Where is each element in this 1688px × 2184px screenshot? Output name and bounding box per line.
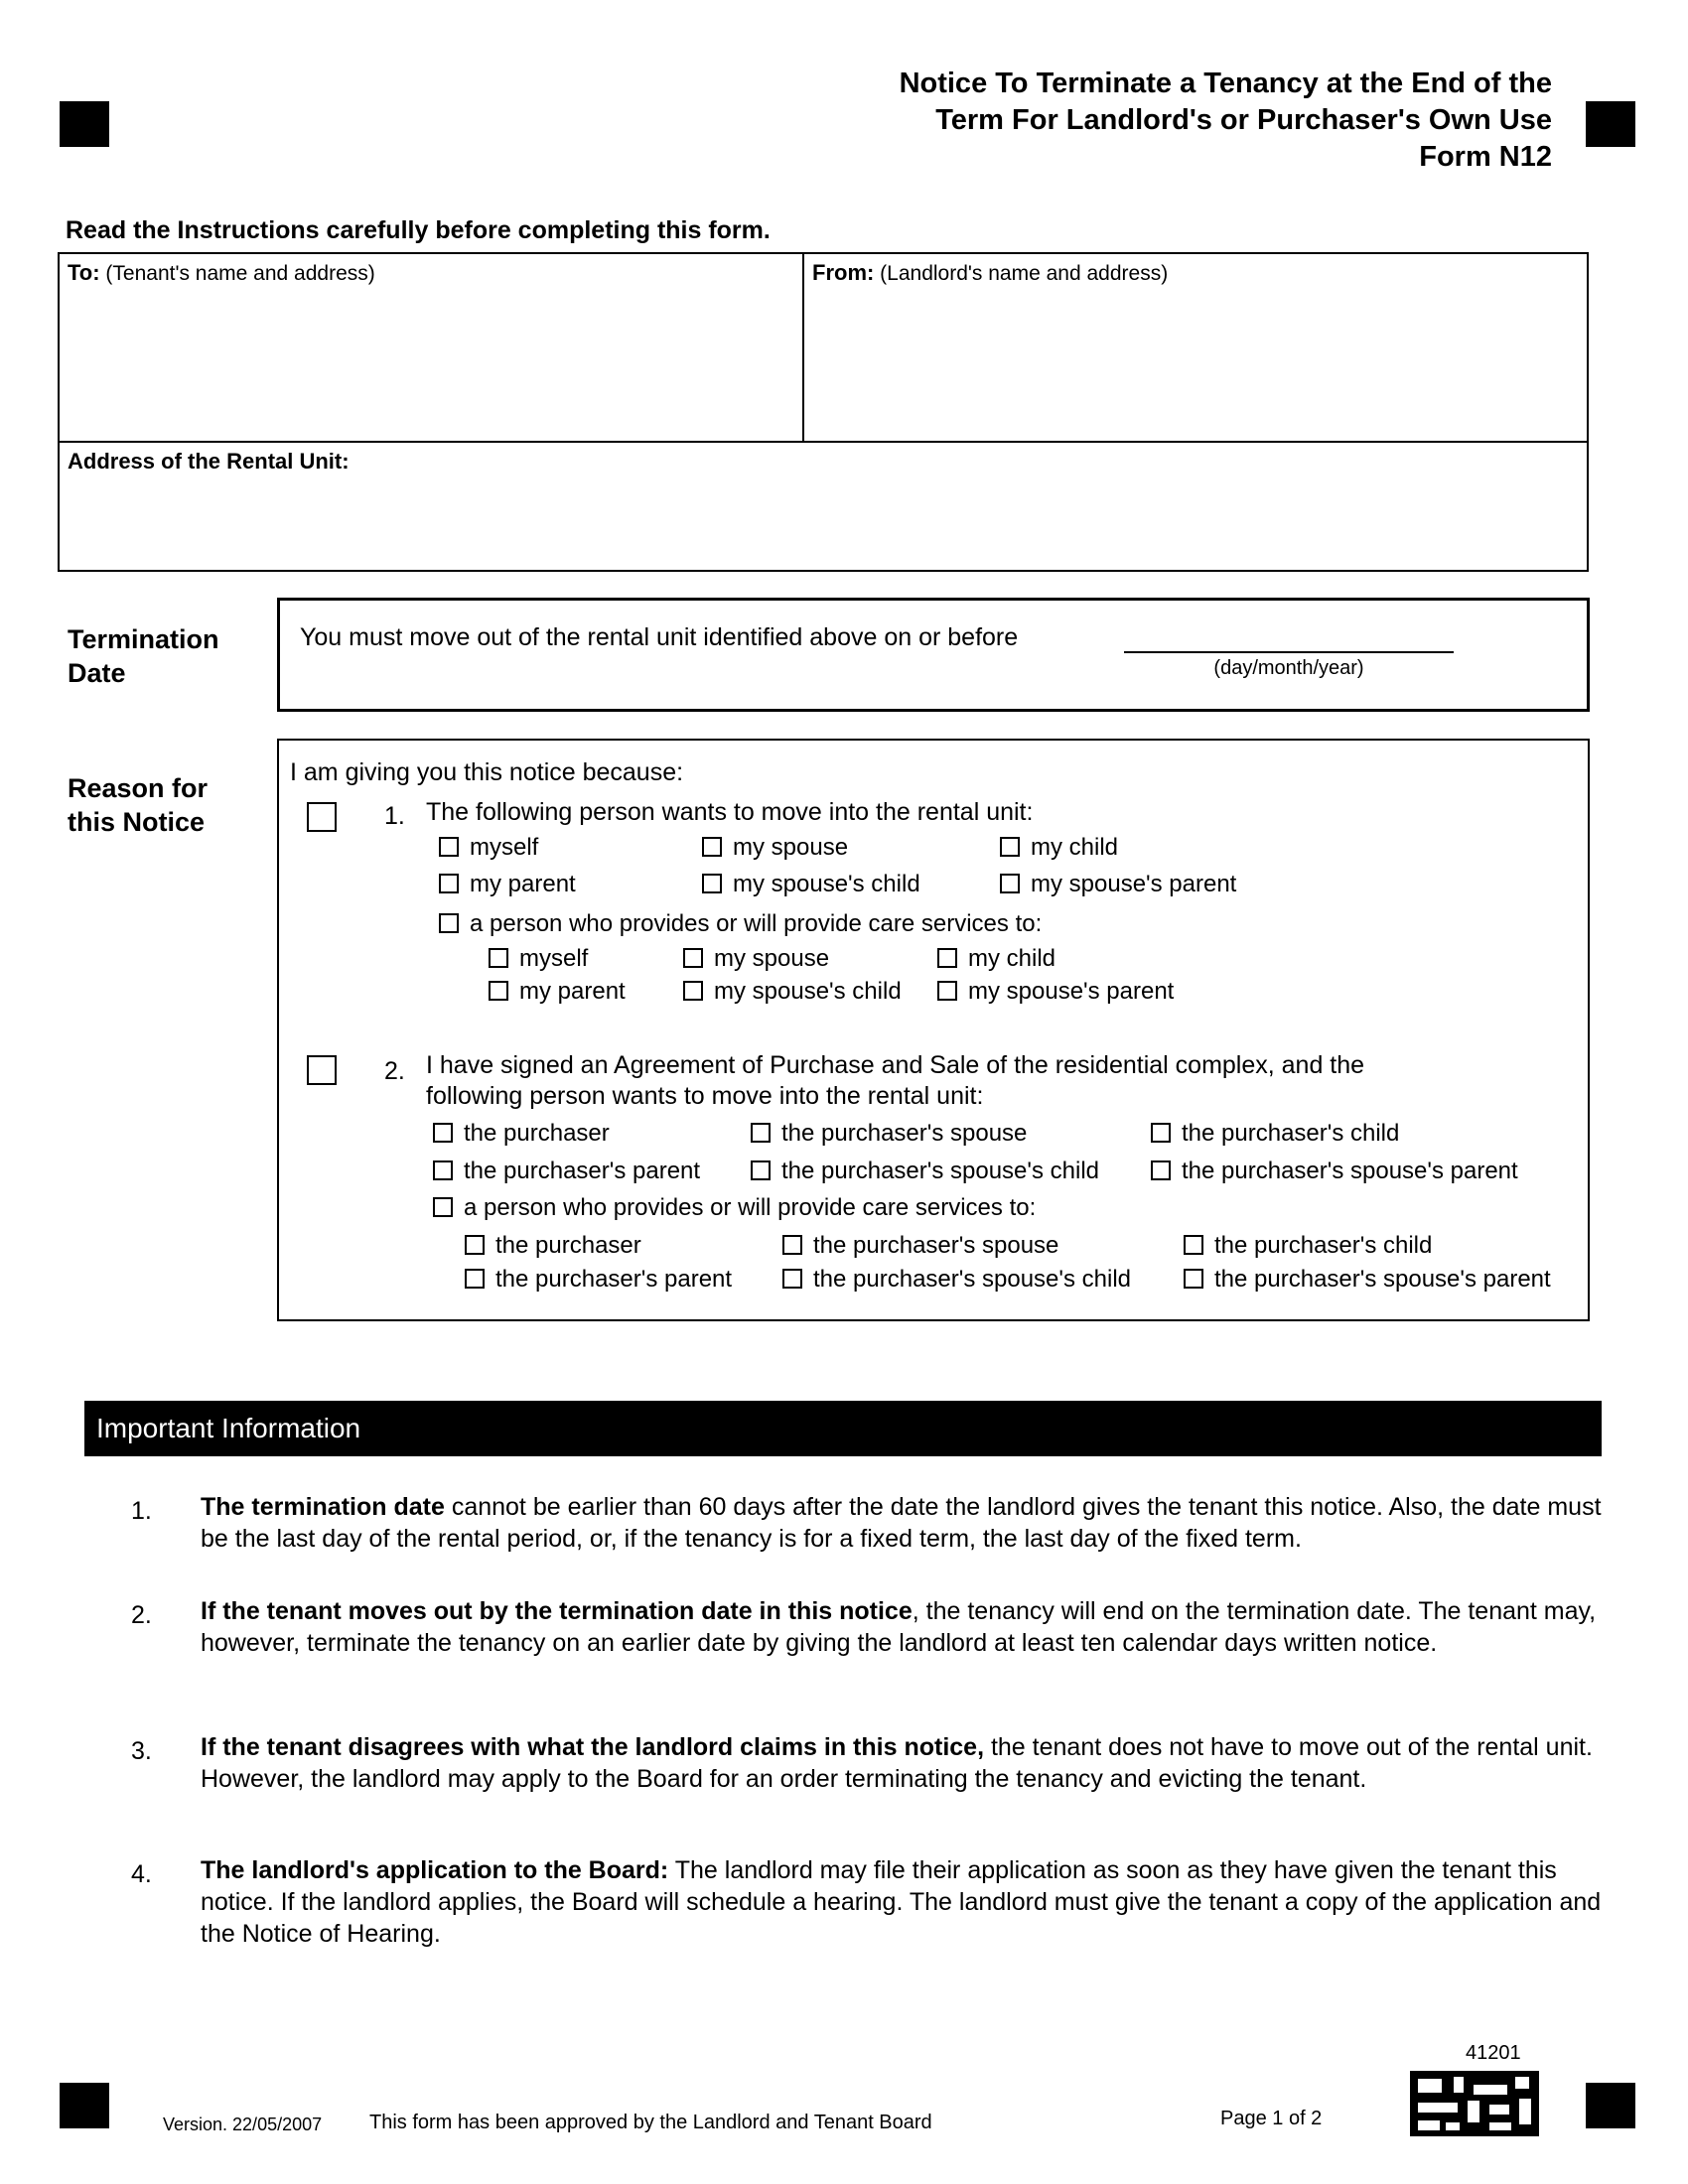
reason-option1-number: 1. [384,802,405,830]
termination-date-hint: (day/month/year) [1213,657,1364,679]
checkbox-icon [489,981,508,1001]
option-label: my parent [470,871,576,897]
option-label: my child [1031,834,1119,861]
checkbox-icon [1151,1160,1171,1180]
reason-label-line1: Reason for [68,773,209,803]
option-label: my spouse's child [714,978,902,1005]
option-label: the purchaser's parent [495,1266,733,1293]
option-label: the purchaser [495,1232,641,1259]
form-title [658,66,1552,176]
checkbox-icon [702,837,722,857]
checkbox-icon [937,948,957,968]
registration-mark-bottom-right [1586,2083,1635,2128]
rental-unit-label: Address of the Rental Unit: [68,449,350,474]
option-label: the purchaser's spouse's child [813,1266,1132,1293]
option-label: the purchaser's spouse [781,1120,1028,1147]
checkbox-icon [702,874,722,893]
to-label: To: [68,260,100,285]
important-item-1-bold: The termination date [201,1493,445,1521]
rental-unit-address-field[interactable] [68,449,1577,566]
barcode-icon [1410,2071,1539,2136]
option-label: the purchaser's spouse's parent [1214,1266,1551,1293]
checkbox-icon [433,1160,453,1180]
from-field[interactable] [812,260,1577,435]
checkbox-icon [937,981,957,1001]
reason-option2-number: 2. [384,1057,405,1085]
checkbox-icon [439,837,459,857]
option-label: my spouse [733,834,849,861]
important-item-3-text: the tenant does not have to move out of the rental unit. However, the landlord may apply to the Board for an order terminating the tenancy and evicting the tenant. [201,1733,1593,1793]
from-label: From: [812,260,875,285]
checkbox-icon [1000,874,1020,893]
checkbox-icon [751,1160,771,1180]
option-label: a person who provides or will provide care services to: [464,1194,1037,1221]
checkbox-icon [683,948,703,968]
checkbox-icon [433,1197,453,1217]
version-text: Version. 22/05/2007 [163,2115,323,2134]
parties-divider-vertical [802,252,804,443]
to-field[interactable] [68,260,792,435]
from-sublabel: (Landlord's name and address) [880,262,1169,285]
registration-mark-top-right [1586,101,1635,147]
checkbox-icon [782,1235,802,1255]
important-information-heading: Important Information [84,1401,1602,1456]
important-item-1-text: cannot be earlier than 60 days after the date the landlord gives the tenant this notice. Also, the date must be the last day of the rental period, or, if the tenancy is for a fixed term, the last day of the fixed term. [201,1493,1602,1553]
form-title-line1: Notice To Terminate a Tenancy at the End of the [899,68,1552,99]
form-code: 41201 [1466,2042,1521,2064]
option-label: the purchaser [464,1120,610,1147]
option-label: a person who provides or will provide care services to: [470,910,1043,937]
important-item-4-bold: The landlord's application to the Board: [201,1856,669,1884]
registration-mark-top-left [60,101,109,147]
checkbox-icon [1151,1123,1171,1143]
important-item-2-number: 2. [131,1601,152,1629]
termination-date-box [277,598,1590,712]
option-label: the purchaser's spouse [813,1232,1059,1259]
important-item-2 [201,1595,1611,1659]
option-label: myself [470,834,539,861]
important-item-2-text: , the tenancy will end on the termination date. The tenant may, however, terminate the tenancy on an earlier date by giving the landlord at least ten calendar days written notice. [201,1597,1597,1657]
registration-mark-bottom-left [60,2083,109,2128]
termination-label-line2: Date [68,658,126,688]
reason-label-line2: this Notice [68,807,206,837]
important-item-1 [201,1491,1611,1555]
option-label: my spouse [714,945,830,972]
checkbox-icon [465,1235,485,1255]
checkbox-icon [683,981,703,1001]
checkbox-icon [782,1269,802,1289]
parties-divider-horizontal [58,441,1589,443]
important-item-4 [201,1854,1611,1950]
option-label: the purchaser's spouse's parent [1182,1158,1518,1184]
checkbox-icon [439,913,459,933]
important-item-4-number: 4. [131,1860,152,1888]
option-label: my spouse's parent [1031,871,1237,897]
option-label: my parent [519,978,626,1005]
form-number: Form N12 [1419,141,1552,173]
reason-option1-text: The following person wants to move into the rental unit: [426,798,1034,826]
important-item-2-bold: If the tenant moves out by the termination date in this notice [201,1597,913,1625]
checkbox-icon [1184,1269,1203,1289]
option-label: my spouse's parent [968,978,1175,1005]
option-label: the purchaser's child [1182,1120,1400,1147]
termination-text: You must move out of the rental unit identified above on or before [300,623,1019,651]
reason-option1-checkbox[interactable] [307,802,337,832]
approval-text: This form has been approved by the Landlord and Tenant Board [369,2112,932,2133]
termination-label-line1: Termination [68,624,219,654]
important-item-3 [201,1731,1611,1795]
checkbox-icon [465,1269,485,1289]
checkbox-icon [433,1123,453,1143]
important-item-1-number: 1. [131,1497,152,1525]
option-label: the purchaser's child [1214,1232,1433,1259]
option-label: the purchaser's parent [464,1158,701,1184]
option-label: my spouse's child [733,871,920,897]
checkbox-icon [751,1123,771,1143]
checkbox-icon [1184,1235,1203,1255]
important-item-3-number: 3. [131,1737,152,1765]
to-sublabel: (Tenant's name and address) [105,262,375,285]
important-item-3-bold: If the tenant disagrees with what the landlord claims in this notice, [201,1733,985,1761]
checkbox-icon [439,874,459,893]
form-title-line2: Term For Landlord's or Purchaser's Own Use [935,104,1552,136]
reason-option2-checkbox[interactable] [307,1055,337,1085]
reason-option2-text-line1: I have signed an Agreement of Purchase and Sale of the residential complex, and the [426,1051,1365,1079]
reason-intro: I am giving you this notice because: [290,758,684,786]
option-label: myself [519,945,589,972]
option-label: my child [968,945,1056,972]
page-number: Page 1 of 2 [1220,2108,1323,2129]
option-label: the purchaser's spouse's child [781,1158,1100,1184]
instructions-note: Read the Instructions carefully before completing this form. [66,216,771,244]
termination-date-label [68,622,219,690]
checkbox-icon [489,948,508,968]
reason-label [68,771,208,839]
termination-date-input[interactable] [1124,621,1454,653]
checkbox-icon [1000,837,1020,857]
reason-option2-text-line2: following person wants to move into the rental unit: [426,1082,984,1110]
important-item-4-text: The landlord may file their application as soon as they have given the tenant this notice. If the landlord applies, the Board will schedule a hearing. The landlord must give the tenant a copy of the application and the Notice of Hearing. [201,1856,1602,1948]
